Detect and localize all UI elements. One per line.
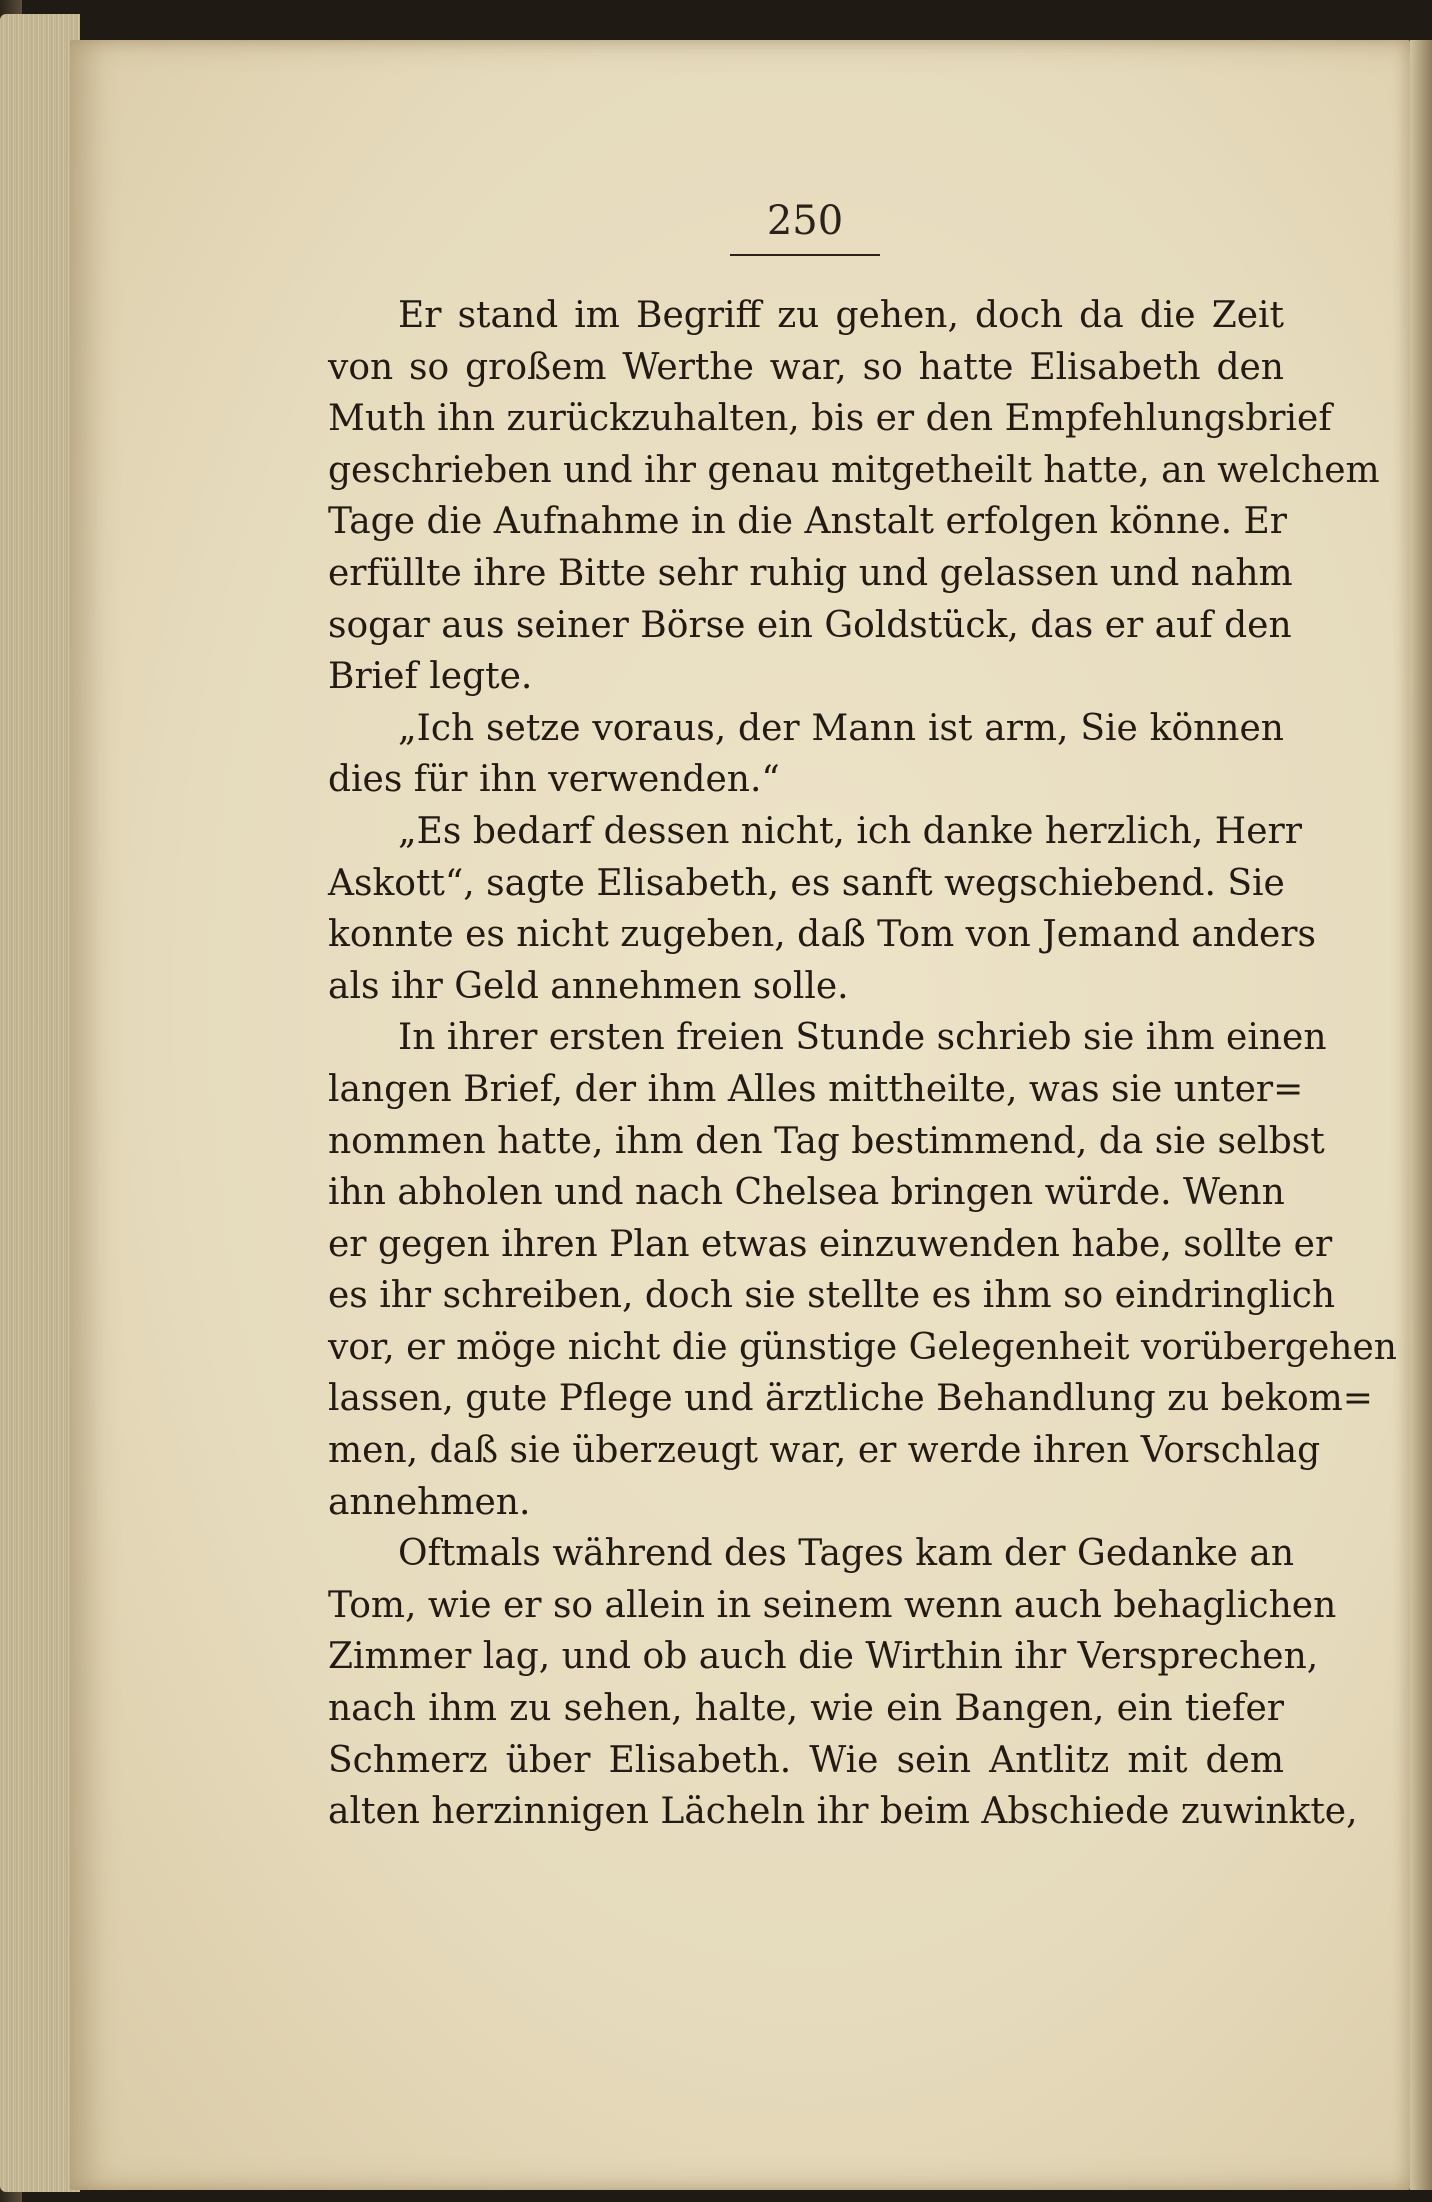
text-line: erfüllte ihre Bitte sehr ruhig und gelassen und nahm <box>328 552 1293 594</box>
page-number: 250 <box>766 198 844 244</box>
right-page-edge <box>1410 40 1432 2190</box>
text-line: Tom, wie er so allein in seinem wenn auch behaglichen <box>328 1584 1337 1626</box>
page-edges <box>0 14 80 2192</box>
text-line: Muth ihn zurückzuhalten, bis er den Empfehlungsbrief <box>328 398 1332 440</box>
text-line: sogar aus seiner Börse ein Goldstück, das er auf den <box>328 604 1292 646</box>
text-line: Zimmer lag, und ob auch die Wirthin ihr Versprechen, <box>328 1636 1319 1678</box>
text-line: Oftmals während des Tages kam der Gedanke an <box>398 1533 1295 1575</box>
text-line: „Ich setze voraus, der Mann ist arm, Sie können <box>398 707 1284 749</box>
text-line: „Es bedarf dessen nicht, ich danke herzlich, Herr <box>398 810 1302 852</box>
text-line: Er stand im Begriff zu gehen, doch da die Zeit <box>398 295 1284 336</box>
text-line: alten herzinnigen Lächeln ihr beim Abschiede zuwinkte, <box>328 1791 1358 1833</box>
text-line: ihn abholen und nach Chelsea bringen würde. Wenn <box>328 1172 1285 1214</box>
text-line: vor, er möge nicht die günstige Gelegenheit vorübergehen <box>328 1326 1397 1368</box>
text-line: nommen hatte, ihm den Tag bestimmend, da sie selbst <box>328 1120 1325 1162</box>
text-line: konnte es nicht zugeben, daß Tom von Jemand anders <box>328 914 1316 956</box>
body-text <box>328 290 1397 1838</box>
text-line: Askott“, sagte Elisabeth, es sanft wegschiebend. Sie <box>328 862 1285 904</box>
text-line: geschrieben und ihr genau mitgetheilt hatte, an welchem <box>328 449 1380 491</box>
text-line: Schmerz über Elisabeth. Wie sein Antlitz mit dem <box>328 1739 1284 1781</box>
text-line: Tage die Aufnahme in die Anstalt erfolgen könne. Er <box>328 501 1288 543</box>
text-line: nach ihm zu sehen, halte, wie ein Bangen, ein tiefer <box>328 1688 1284 1730</box>
text-line: es ihr schreiben, doch sie stellte es ihm so eindringlich <box>328 1275 1336 1317</box>
text-line: men, daß sie überzeugt war, er werde ihren Vorschlag <box>328 1430 1321 1472</box>
text-line: annehmen. <box>328 1481 531 1523</box>
text-line: lassen, gute Pflege und ärztliche Behandlung zu bekom= <box>328 1378 1373 1420</box>
text-line: In ihrer ersten freien Stunde schrieb sie ihm einen <box>398 1017 1327 1059</box>
text-line: dies für ihn verwenden.“ <box>328 759 780 801</box>
text-line: als ihr Geld annehmen solle. <box>328 965 849 1007</box>
text-line: langen Brief, der ihm Alles mittheilte, was sie unter= <box>328 1068 1304 1110</box>
text-line: Brief legte. <box>328 656 533 698</box>
text-line: von so großem Werthe war, so hatte Elisabeth den <box>328 346 1284 388</box>
text-line: er gegen ihren Plan etwas einzuwenden habe, sollte er <box>328 1223 1333 1265</box>
page-number-rule <box>730 254 880 256</box>
